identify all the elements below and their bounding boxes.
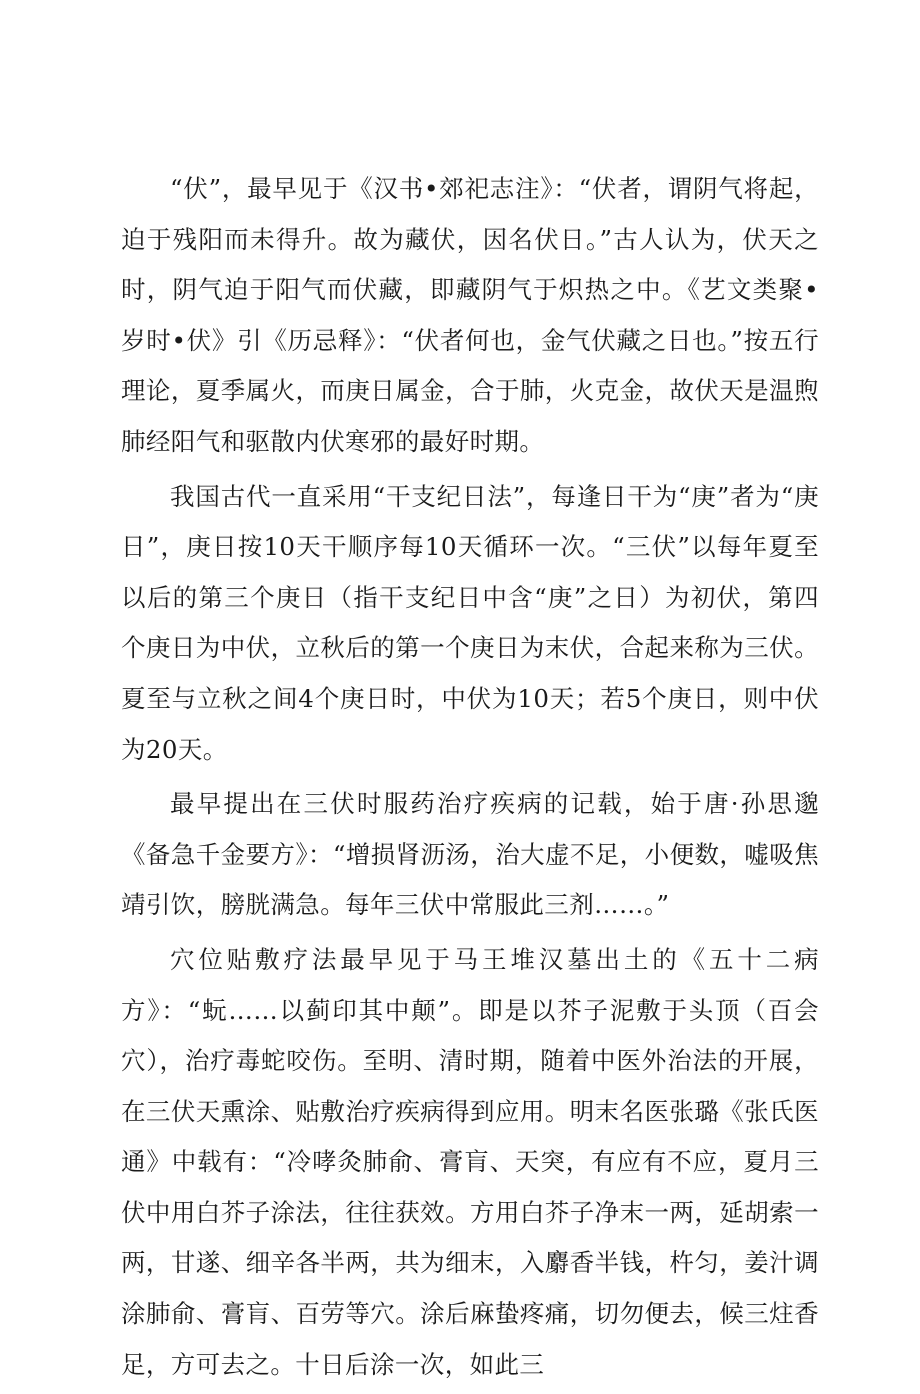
paragraph-sanfu-origin: “伏”，最早见于《汉书•郊祀志注》：“伏者，谓阴气将起，迫于残阳而未得升。故为藏伏，因名伏日。”古人认为，伏天之时，阴气迫于阳气而伏藏，即藏阴气于炽热之中。《艺文类聚•岁时•伏》引《历忌释》：“伏者何也，金气伏藏之日也。”按五行理论，夏季属火，而庚日属金，合于肺，火克金，故伏天是温煦肺经阳气和驱散内伏寒邪的最好时期。 bbox=[121, 174, 819, 456]
paragraph-ganzhi-calendar: 我国古代一直采用“干支纪日法”，每逢日干为“庚”者为“庚日”，庚日按10天干顺序每10天循环一次。“三伏”以每年夏至以后的第三个庚日（指干支纪日中含“庚”之日）为初伏，第四个庚日为中伏，立秋后的第一个庚日为末伏，合起来称为三伏。夏至与立秋之间4个庚日时，中伏为10天；若5个庚日，则中伏为20天。 bbox=[121, 481, 819, 764]
paragraph-acupoint-application: 穴位贴敷疗法最早见于马王堆汉墓出土的《五十二病方》：“蚖……以蓟印其中颠”。即是以芥子泥敷于头顶（百会穴），治疗毒蛇咬伤。至明、清时期，随着中医外治法的开展，在三伏天熏涂、贴敷治疗疾病得到应用。明末名医张璐《张氏医通》中载有：“冷哮灸肺俞、膏肓、天突，有应有不应，夏月三伏中用白芥子涂法，往往获效。方用白芥子净末一两，延胡索一两，甘遂、细辛各半两，共为细末，入麝香半钱，杵匀，姜汁调涂肺俞、膏肓、百劳等穴。涂后麻蛰疼痛，切勿便去，候三炷香足，方可去之。十日后涂一次，如此三 bbox=[121, 944, 819, 1379]
document-body bbox=[121, 164, 819, 1394]
paragraph-sun-simiao: 最早提出在三伏时服药治疗疾病的记载，始于唐·孙思邈《备急千金要方》：“增损肾沥汤，治大虚不足，小便数，嘘吸焦靖引饮，膀胱满急。每年三伏中常服此三剂……。” bbox=[121, 789, 819, 920]
